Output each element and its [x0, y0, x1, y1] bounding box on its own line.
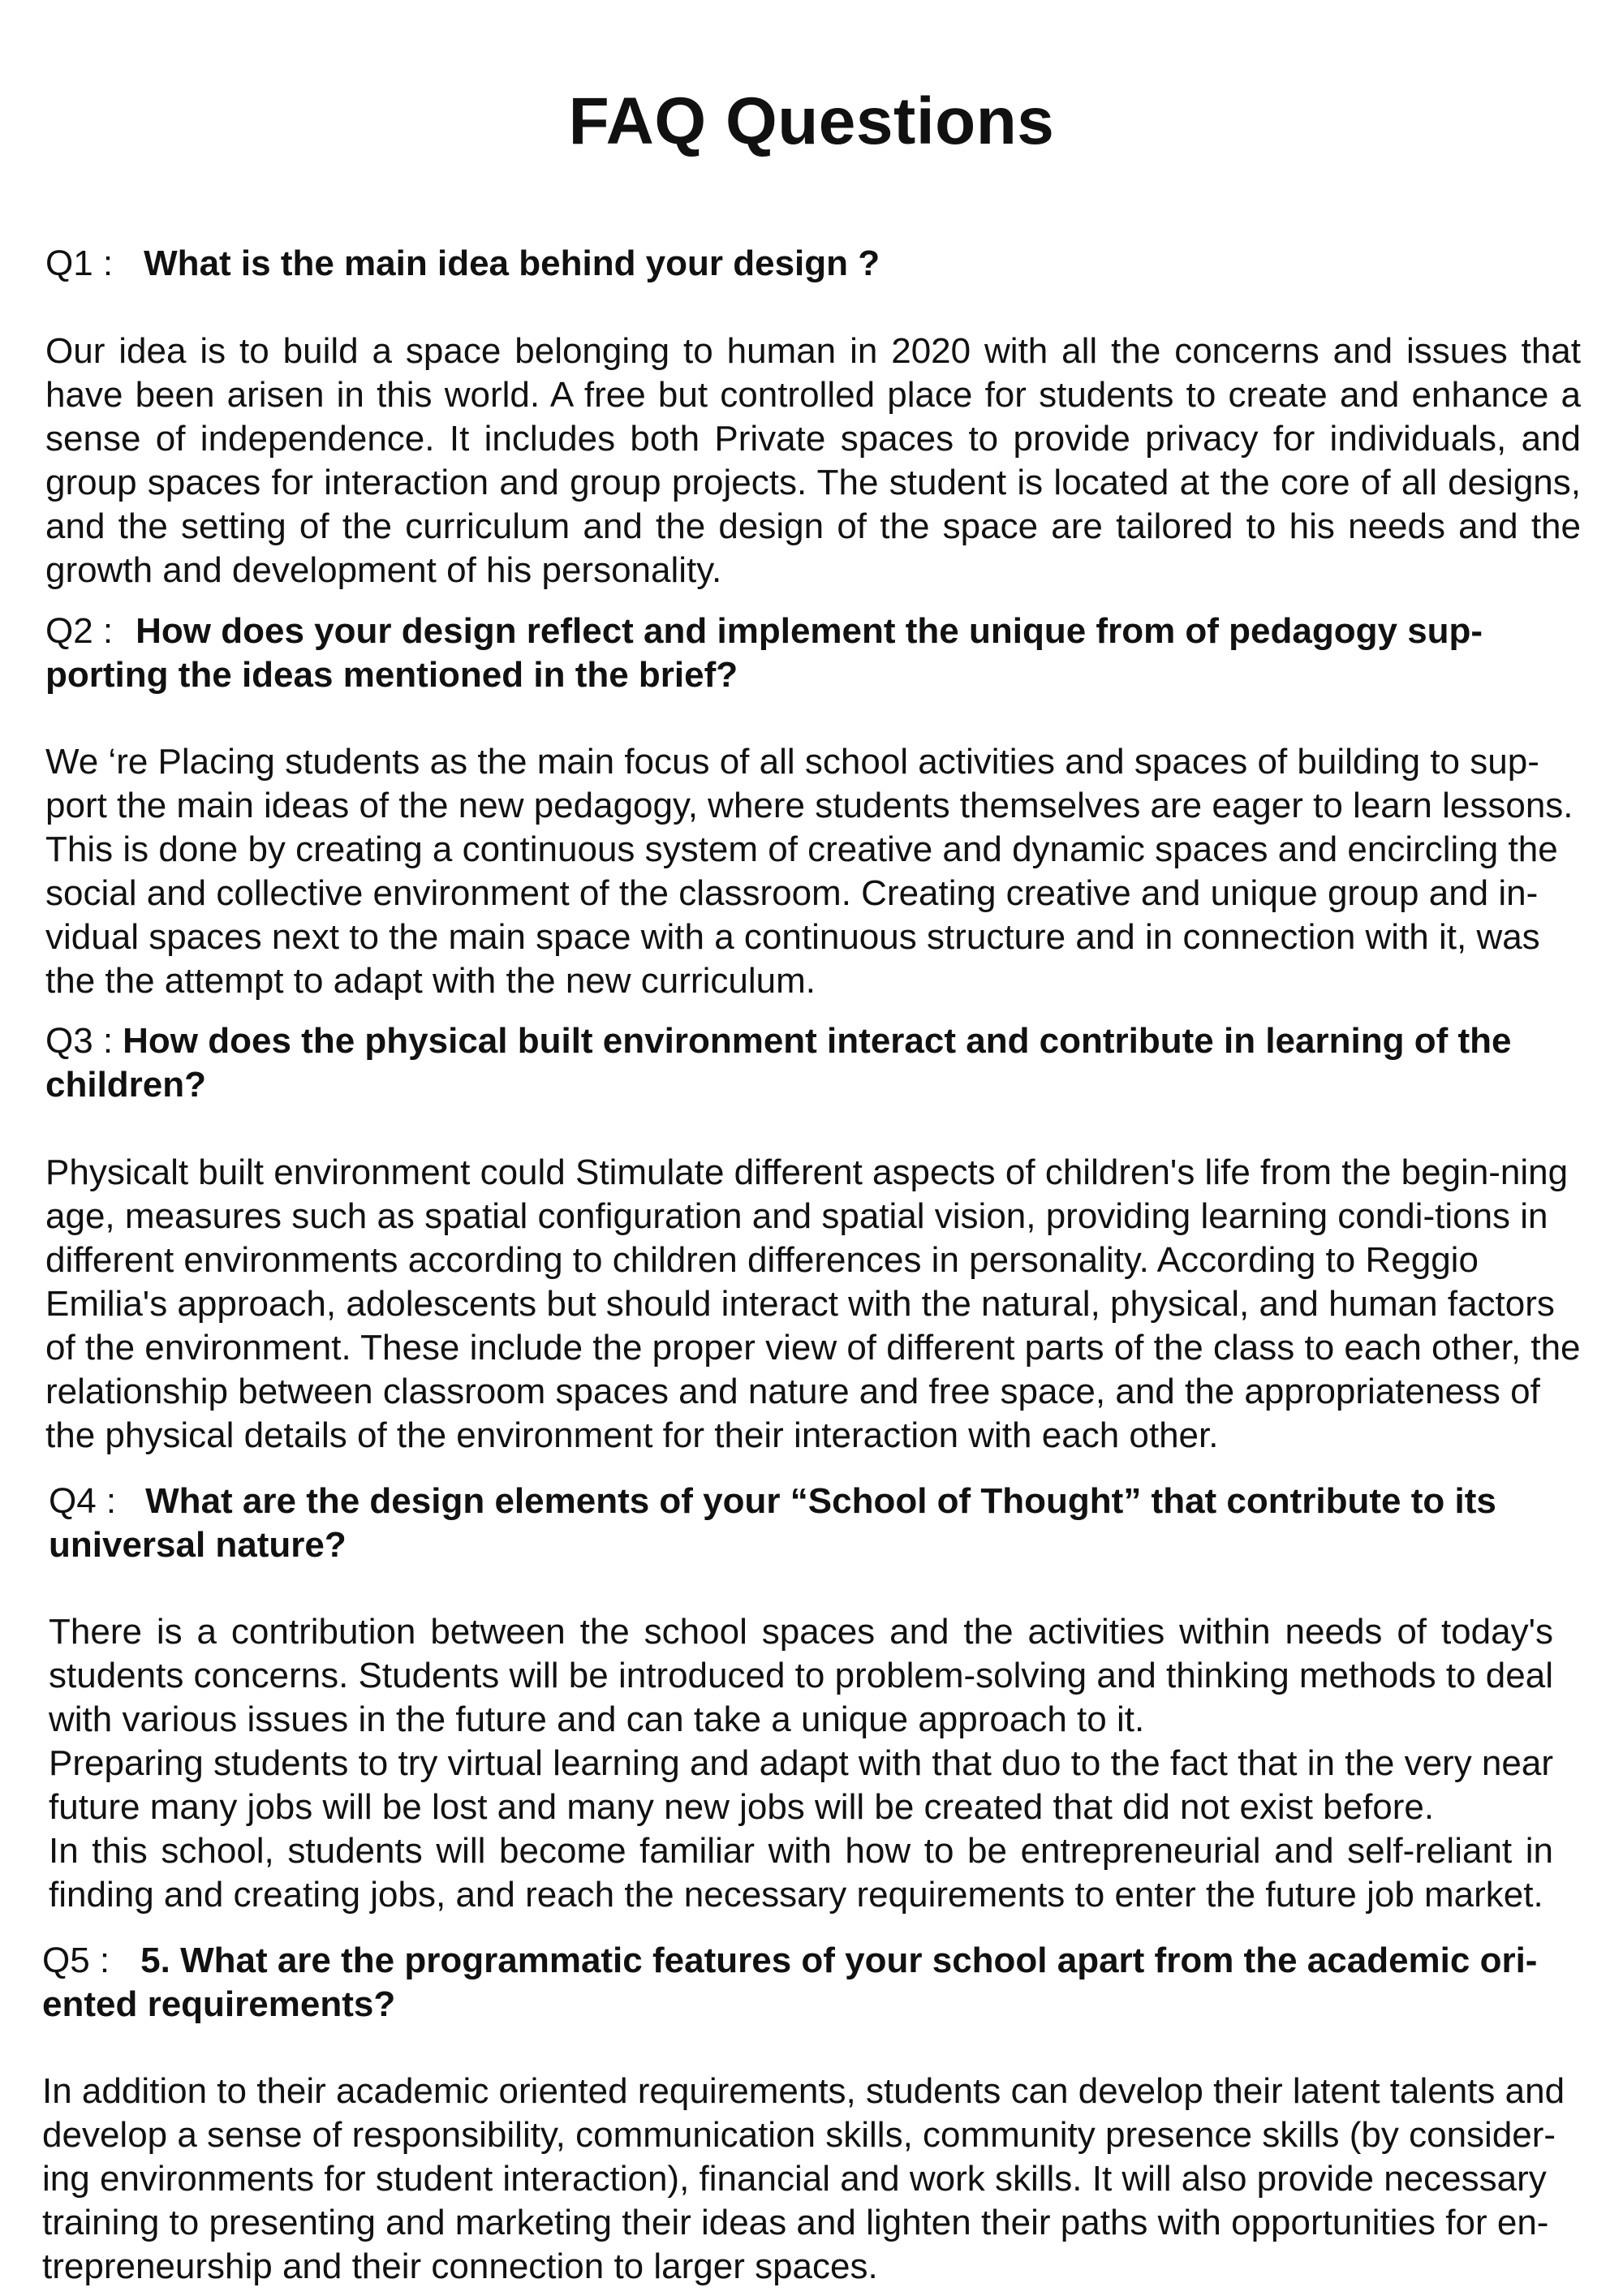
question-text: What is the main idea behind your design ?: [144, 243, 880, 283]
faq-question-2: [45, 610, 1539, 697]
answer-paragraph: Preparing students to try virtual learning and adapt with that duo to the fact that in the very near future many jobs will be lost and many new jobs will be created that did not exist before.: [49, 1743, 1553, 1827]
question-text: How does your design reflect and implement the unique from of pedagogy sup-porting the ideas mentioned in the brief?: [45, 611, 1483, 695]
question-text: What are the design elements of your “School of Thought” that contribute to its universal nature?: [49, 1481, 1496, 1565]
question-number: Q4 :: [49, 1481, 117, 1521]
question-text: 5. What are the programmatic features of your school apart from the academic ori-ented requirements?: [42, 1941, 1538, 2024]
faq-question-4: [49, 1480, 1558, 1567]
faq-question-3: [45, 1019, 1555, 1107]
answer-paragraph: In addition to their academic oriented requirements, students can develop their latent talents and develop a sense of responsibility, communication skills, community presence skills (by consider-ing environments for student interaction), financial and work skills. It will also provide necessary training to presenting and marketing their ideas and lighten their paths with opportunities for en-trepreneurship and their connection to larger spaces.: [42, 2071, 1565, 2286]
answer-paragraph: Our idea is to build a space belonging to human in 2020 with all the concerns and issues that have been arisen in this world. A free but controlled place for students to create and enhance a sense of independence. It includes both Private spaces to provide privacy for individuals, and group spaces for interaction and group projects. The student is located at the core of all designs, and the setting of the curriculum and the design of the space are tailored to his needs and the growth and development of his personality.: [45, 331, 1581, 590]
page-title: FAQ Questions: [568, 84, 1055, 158]
question-number: Q1 :: [45, 243, 114, 283]
answer-paragraph: There is a contribution between the school spaces and the activities within needs of today's students concerns. Students will be introduced to problem-solving and thinking methods to deal with various issues in the future and can take a unique approach to it.: [49, 1612, 1553, 1739]
faq-question-5: [42, 1939, 1584, 2027]
question-number: Q2 :: [45, 611, 114, 651]
question-text: How does the physical built environment interact and contribute in learning of the children?: [45, 1021, 1512, 1105]
faq-answer-1: [45, 330, 1581, 592]
faq-answer-5: [42, 2070, 1584, 2289]
question-number: Q5 :: [42, 1941, 110, 1980]
faq-answer-3: [45, 1151, 1587, 1458]
faq-question-1: [45, 242, 1587, 286]
answer-paragraph: In this school, students will become familiar with how to be entrepreneurial and self-reliant in finding and creating jobs, and reach the necessary requirements to enter the future job market.: [49, 1831, 1553, 1915]
faq-answer-4: [49, 1610, 1553, 1917]
answer-paragraph: Physicalt built environment could Stimulate different aspects of children's life from the begin-ning age, measures such as spatial configuration and spatial vision, providing learning condi-tions in different environments according to children differences in personality. According to Reggio Emilia's approach, adolescents but should interact with the natural, physical, and human factors of the environment. These include the proper view of different parts of the class to each other, the relationship between classroom spaces and nature and free space, and the appropriateness of the physical details of the environment for their interaction with each other.: [45, 1152, 1581, 1455]
question-number: Q3 :: [45, 1021, 114, 1061]
answer-paragraph: We ‘re Placing students as the main focus of all school activities and spaces of building to sup-port the main ideas of the new pedagogy, where students themselves are eager to learn lessons. This is done by creating a continuous system of creative and dynamic spaces and encircling the social and collective environment of the classroom. Creating creative and unique group and in-vidual spaces next to the main space with a continuous structure and in connection with it, was the the attempt to adapt with the new curriculum.: [45, 742, 1573, 1001]
faq-answer-2: [45, 740, 1587, 1003]
